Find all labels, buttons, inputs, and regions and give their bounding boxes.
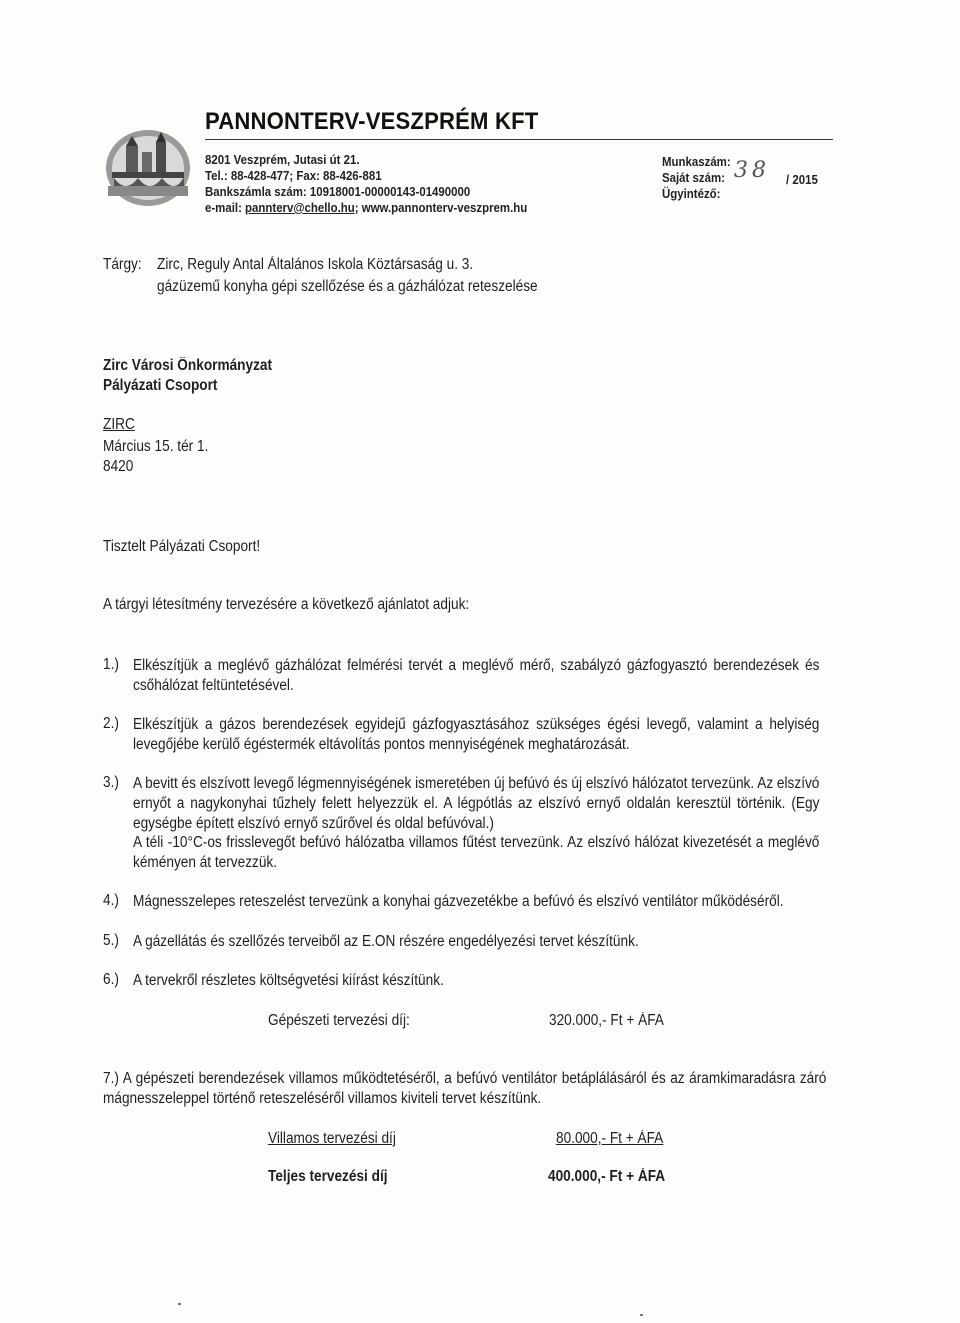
scan-speck [640, 1314, 643, 1316]
subject-line-2: gázüzemű konyha gépi szellőzése és a gázhálózat reteszelése [157, 278, 538, 295]
item-text-continued: A téli -10°C-os frisslevegőt befúvó hálózatba villamos fűtést tervezünk. Az elszívó hálózat kivezetését a meglévő kéményen át tervezzük. [133, 834, 820, 871]
item-text: Elkészítjük a gázos berendezések egyidejű gázfogyasztásához szükséges égési levegő, valamint a helyiség levegőjébe kerülő égéstermék eltávolítás pontos mennyiségének meghatározását. [133, 716, 820, 753]
bridge-town-logo-icon [104, 128, 192, 208]
company-email-line [205, 200, 527, 216]
item-number: 7.) [103, 1070, 119, 1087]
item-number: 6.) [103, 971, 119, 988]
electrical-fee-label: Villamos tervezési díj [268, 1130, 396, 1147]
greeting: Tisztelt Pályázati Csoport! [103, 538, 261, 555]
intro-text: A tárgyi létesítmény tervezésére a következő ajánlatot adjuk: [103, 596, 470, 613]
handwritten-reference-number: 38 [734, 158, 770, 183]
email-separator: ; [354, 200, 362, 215]
item-text: A gázellátás és szellőzés terveiből az E.ON részére engedélyezési tervet készítünk. [133, 933, 639, 950]
mechanical-fee-label: Gépészeti tervezési díj: [268, 1012, 410, 1029]
recipient-department: Pályázati Csoport [103, 377, 218, 394]
website-link[interactable]: www.pannonterv-veszprem.hu [361, 200, 528, 215]
mechanical-fee-value: 320.000,- Ft + ÁFA [549, 1012, 664, 1029]
item-number: 2.) [103, 715, 119, 732]
recipient-street: Március 15. tér 1. [103, 438, 209, 455]
company-phone: Tel.: 88-428-477; Fax: 88-426-881 [205, 168, 382, 183]
subject-line-1: Zirc, Reguly Antal Általános Iskola Köztársaság u. 3. [157, 256, 474, 273]
company-name: PANNONTERV-VESZPRÉM KFT [205, 108, 539, 135]
item-text: A bevitt és elszívott levegő légmennyiségének ismeretében új befúvó és új elszívó hálózatot tervezünk. Az elszívó ernyőt a nagykonyhai tűzhely felett helyezzük el. A légpótlás az elszívó ernyő oldalán keresztül történik. (Egy egységbe épített elszívó ernyő szűrővel és oldal befúvóval.) [133, 775, 820, 832]
company-bank-account: Bankszámla szám: 10918001-00000143-01490000 [205, 184, 471, 199]
item-text: A gépészeti berendezések villamos működtetéséről, a befúvó ventilátor betáplálásáról és az áramkimaradásra záró mágnesszeleppel történő reteszeléséről villamos kiviteli tervet készítünk. [103, 1070, 827, 1107]
item-7-text [103, 1069, 826, 1109]
item-text: Elkészítjük a meglévő gázhálózat felmérési tervét a meglévő mérő, szabályzó gázfogyasztó berendezések és csőhálózat feltüntetésével. [133, 657, 820, 694]
item-number: 5.) [103, 932, 119, 949]
item-number: 4.) [103, 892, 119, 909]
reference-box [662, 154, 731, 202]
ugyintezo-label: Ügyintéző: [662, 186, 721, 201]
scan-speck [178, 1303, 181, 1305]
email-link[interactable]: pannterv@chello.hu [245, 200, 355, 215]
munkaszam-label: Munkaszám: [662, 154, 731, 169]
total-fee-label: Teljes tervezési díj [268, 1168, 388, 1185]
item-number: 3.) [103, 774, 119, 791]
contact-block [205, 152, 527, 216]
total-fee-value: 400.000,- Ft + ÁFA [548, 1168, 666, 1185]
item-text: Mágnesszelepes reteszelést tervezünk a konyhai gázvezetékbe a befúvó és elszívó ventilátor működéséről. [133, 893, 784, 910]
company-address: 8201 Veszprém, Jutasi út 21. [205, 152, 360, 167]
item-number: 1.) [103, 656, 119, 673]
recipient-city: ZIRC [103, 416, 135, 433]
header-divider [205, 139, 833, 140]
item-text: A tervekről részletes költségvetési kiírást készítünk. [133, 972, 444, 989]
reference-year: / 2015 [786, 172, 818, 187]
recipient-name: Zirc Városi Önkormányzat [103, 357, 273, 374]
email-prefix: e-mail: [205, 200, 246, 215]
subject-label: Tárgy: [103, 256, 142, 273]
electrical-fee-value: 80.000,- Ft + ÁFA [556, 1130, 664, 1147]
recipient-zip: 8420 [103, 458, 134, 475]
sajat-szam-label: Saját szám: [662, 170, 725, 185]
